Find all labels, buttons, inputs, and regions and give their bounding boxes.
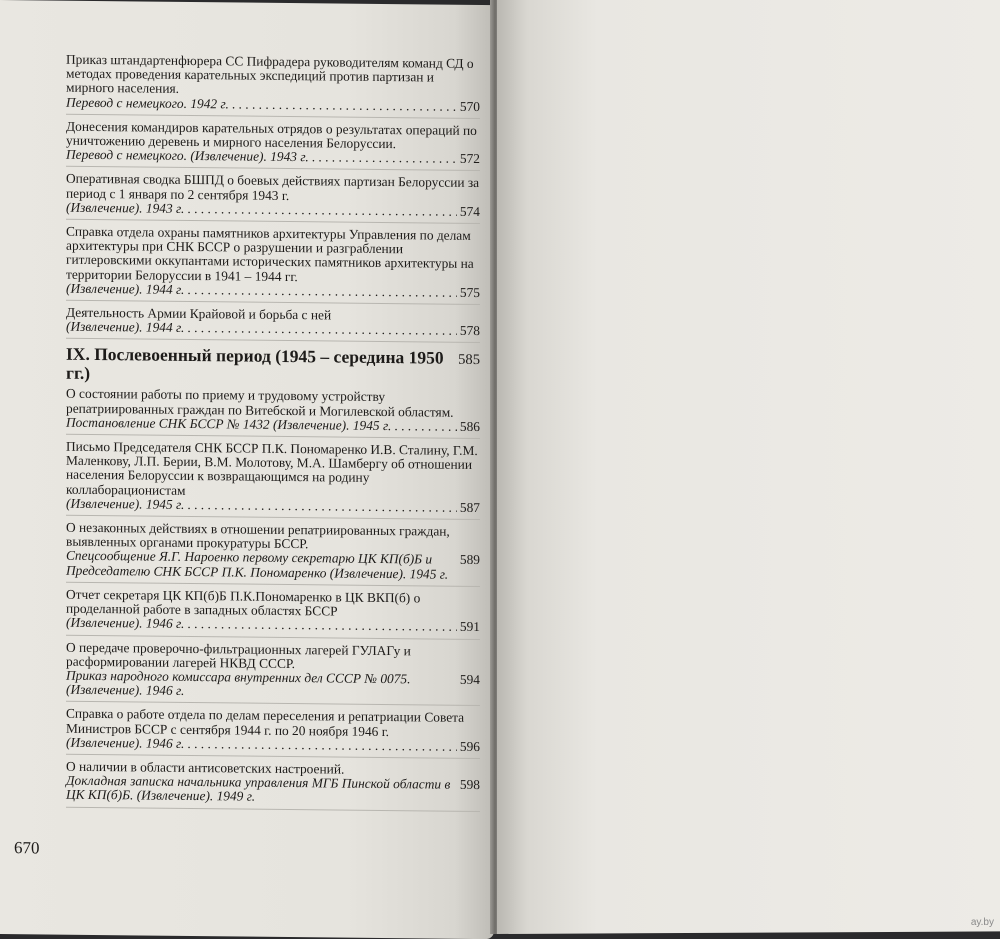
toc-entry (66, 760, 480, 812)
toc-entry (66, 521, 480, 587)
toc-entry (66, 588, 480, 640)
toc-entry-text: О наличии в области антисоветских настроений. (66, 758, 345, 777)
toc-entry-source: (Извлечение). 1944 г. (66, 318, 185, 336)
toc-entry-page-number: 570 (459, 98, 480, 114)
toc-entry (66, 53, 480, 119)
toc-entry (66, 387, 480, 439)
watermark: ay.by (970, 917, 994, 928)
toc-entry-text: Справка о работе отдела по делам переселения и репатриации Совета Министров БССР с сентября 1944 г. по 20 ноября 1946 г. (66, 706, 465, 739)
toc-entry (66, 225, 480, 305)
toc-entry-source: (Извлечение). 1944 г. (66, 280, 185, 297)
toc-entry (66, 440, 480, 520)
toc-entry (66, 306, 480, 344)
toc-entry-source: (Извлечение). 1946 г. (66, 614, 185, 632)
toc-entry-source: Перевод с немецкого. (Извлечение). 1943 г. (66, 146, 309, 165)
toc-entry-text: Письмо Председателя СНК БССР П.К. Пономаренко И.В. Сталину, Г.М. Маленкову, Л.П. Берии, В.М. Молотову, М.А. Шамбергу об отношении населения Белоруссии к возвращающимся на родину коллаборационистам (66, 438, 478, 498)
toc-entry-source: (Извлечение). 1946 г. (66, 734, 185, 751)
toc-entry-page-number: 594 (459, 671, 480, 687)
toc-entry-source: (Извлечение). 1945 г. (66, 495, 185, 512)
toc-entry-text: Деятельность Армии Крайовой и борьба с ней (66, 304, 332, 323)
page-number-left: 670 (14, 838, 40, 858)
toc-entry-page-number: 575 (459, 284, 480, 300)
toc-entry (66, 707, 480, 759)
toc-entry-source: Постановление СНК БССР № 1432 (Извлечение). 1945 г. (66, 414, 392, 433)
toc-entry-source: Спецсообщение Я.Г. Нароенко первому секретарю ЦК КП(б)Б и Председателю СНК БССР П.К. Пономаренко (Извлечение). 1945 г. (66, 548, 449, 582)
toc-entry-page-number: 596 (459, 738, 480, 754)
toc-entry-text: Донесения командиров карательных отрядов о результатах операций по уничтожению деревень и мирного населения Белоруссии. (66, 118, 477, 152)
toc-entry-page-number: 587 (459, 499, 480, 515)
toc-entry-page-number: 586 (459, 418, 480, 434)
toc-entry-text: О незаконных действиях в отношении репатриированных граждан, выявленных органами прокуратуры БССР. (66, 519, 450, 552)
toc-entry-text: О передаче проверочно-фильтрационных лагерей ГУЛАГу и расформировании лагерей НКВД СССР. (66, 639, 411, 671)
toc-entry (66, 172, 480, 224)
section-title: IX. Послевоенный период (1945 – середина 1950 гг.) (66, 344, 444, 384)
toc-entry-source: Докладная записка начальника управления МГБ Пинской области в ЦК КП(б)Б. (Извлечение). 1949 г. (66, 772, 451, 804)
toc-entry-page-number: 578 (459, 323, 480, 339)
right-page (497, 0, 1000, 934)
toc-entry-page-number: 574 (459, 203, 480, 219)
toc-entry-source: (Извлечение). 1943 г. (66, 199, 185, 216)
toc-entry-page-number: 598 (459, 776, 480, 793)
section-heading-ix (66, 345, 480, 387)
toc-entry-source: Приказ народного комиссара внутренних дел СССР № 0075. (Извлечение). 1946 г. (66, 667, 411, 699)
toc-entry-text: Приказ штандартенфюрера СС Пифрадера руководителям команд СД о методах проведения карательных экспедиций против партизан и мирного населения. (66, 51, 474, 97)
toc-entry-source: Перевод с немецкого. 1942 г. (66, 94, 229, 112)
left-toc-column (66, 53, 480, 817)
toc-entry (66, 120, 480, 172)
toc-entry (66, 640, 480, 706)
toc-entry-text: Оперативная сводка БШПД о боевых действиях партизан Белоруссии за период с 1 января по 2 сентября 1943 г. (66, 171, 480, 203)
section-page-number: 585 (458, 352, 480, 369)
toc-entry-text: О состоянии работы по приему и трудовому устройству репатриированных граждан по Витебской и Могилевской областям. (66, 386, 454, 420)
toc-entry-page-number: 572 (459, 151, 480, 167)
left-page (0, 0, 494, 939)
toc-entry-page-number: 591 (459, 619, 480, 635)
toc-entry-text: Отчет секретаря ЦК КП(б)Б П.К.Пономаренко в ЦК ВКП(б) о проделанной работе в западных областях БССР (66, 586, 421, 619)
toc-entry-page-number: 589 (459, 552, 480, 568)
toc-entry-text: Справка отдела охраны памятников архитектуры Управления по делам архитектуры при СНК БССР о разрушении и разграблении гитлеровскими оккупантами исторических памятников архитектуры на территории Белоруссии в 1941 – 1944 гг. (66, 223, 474, 284)
